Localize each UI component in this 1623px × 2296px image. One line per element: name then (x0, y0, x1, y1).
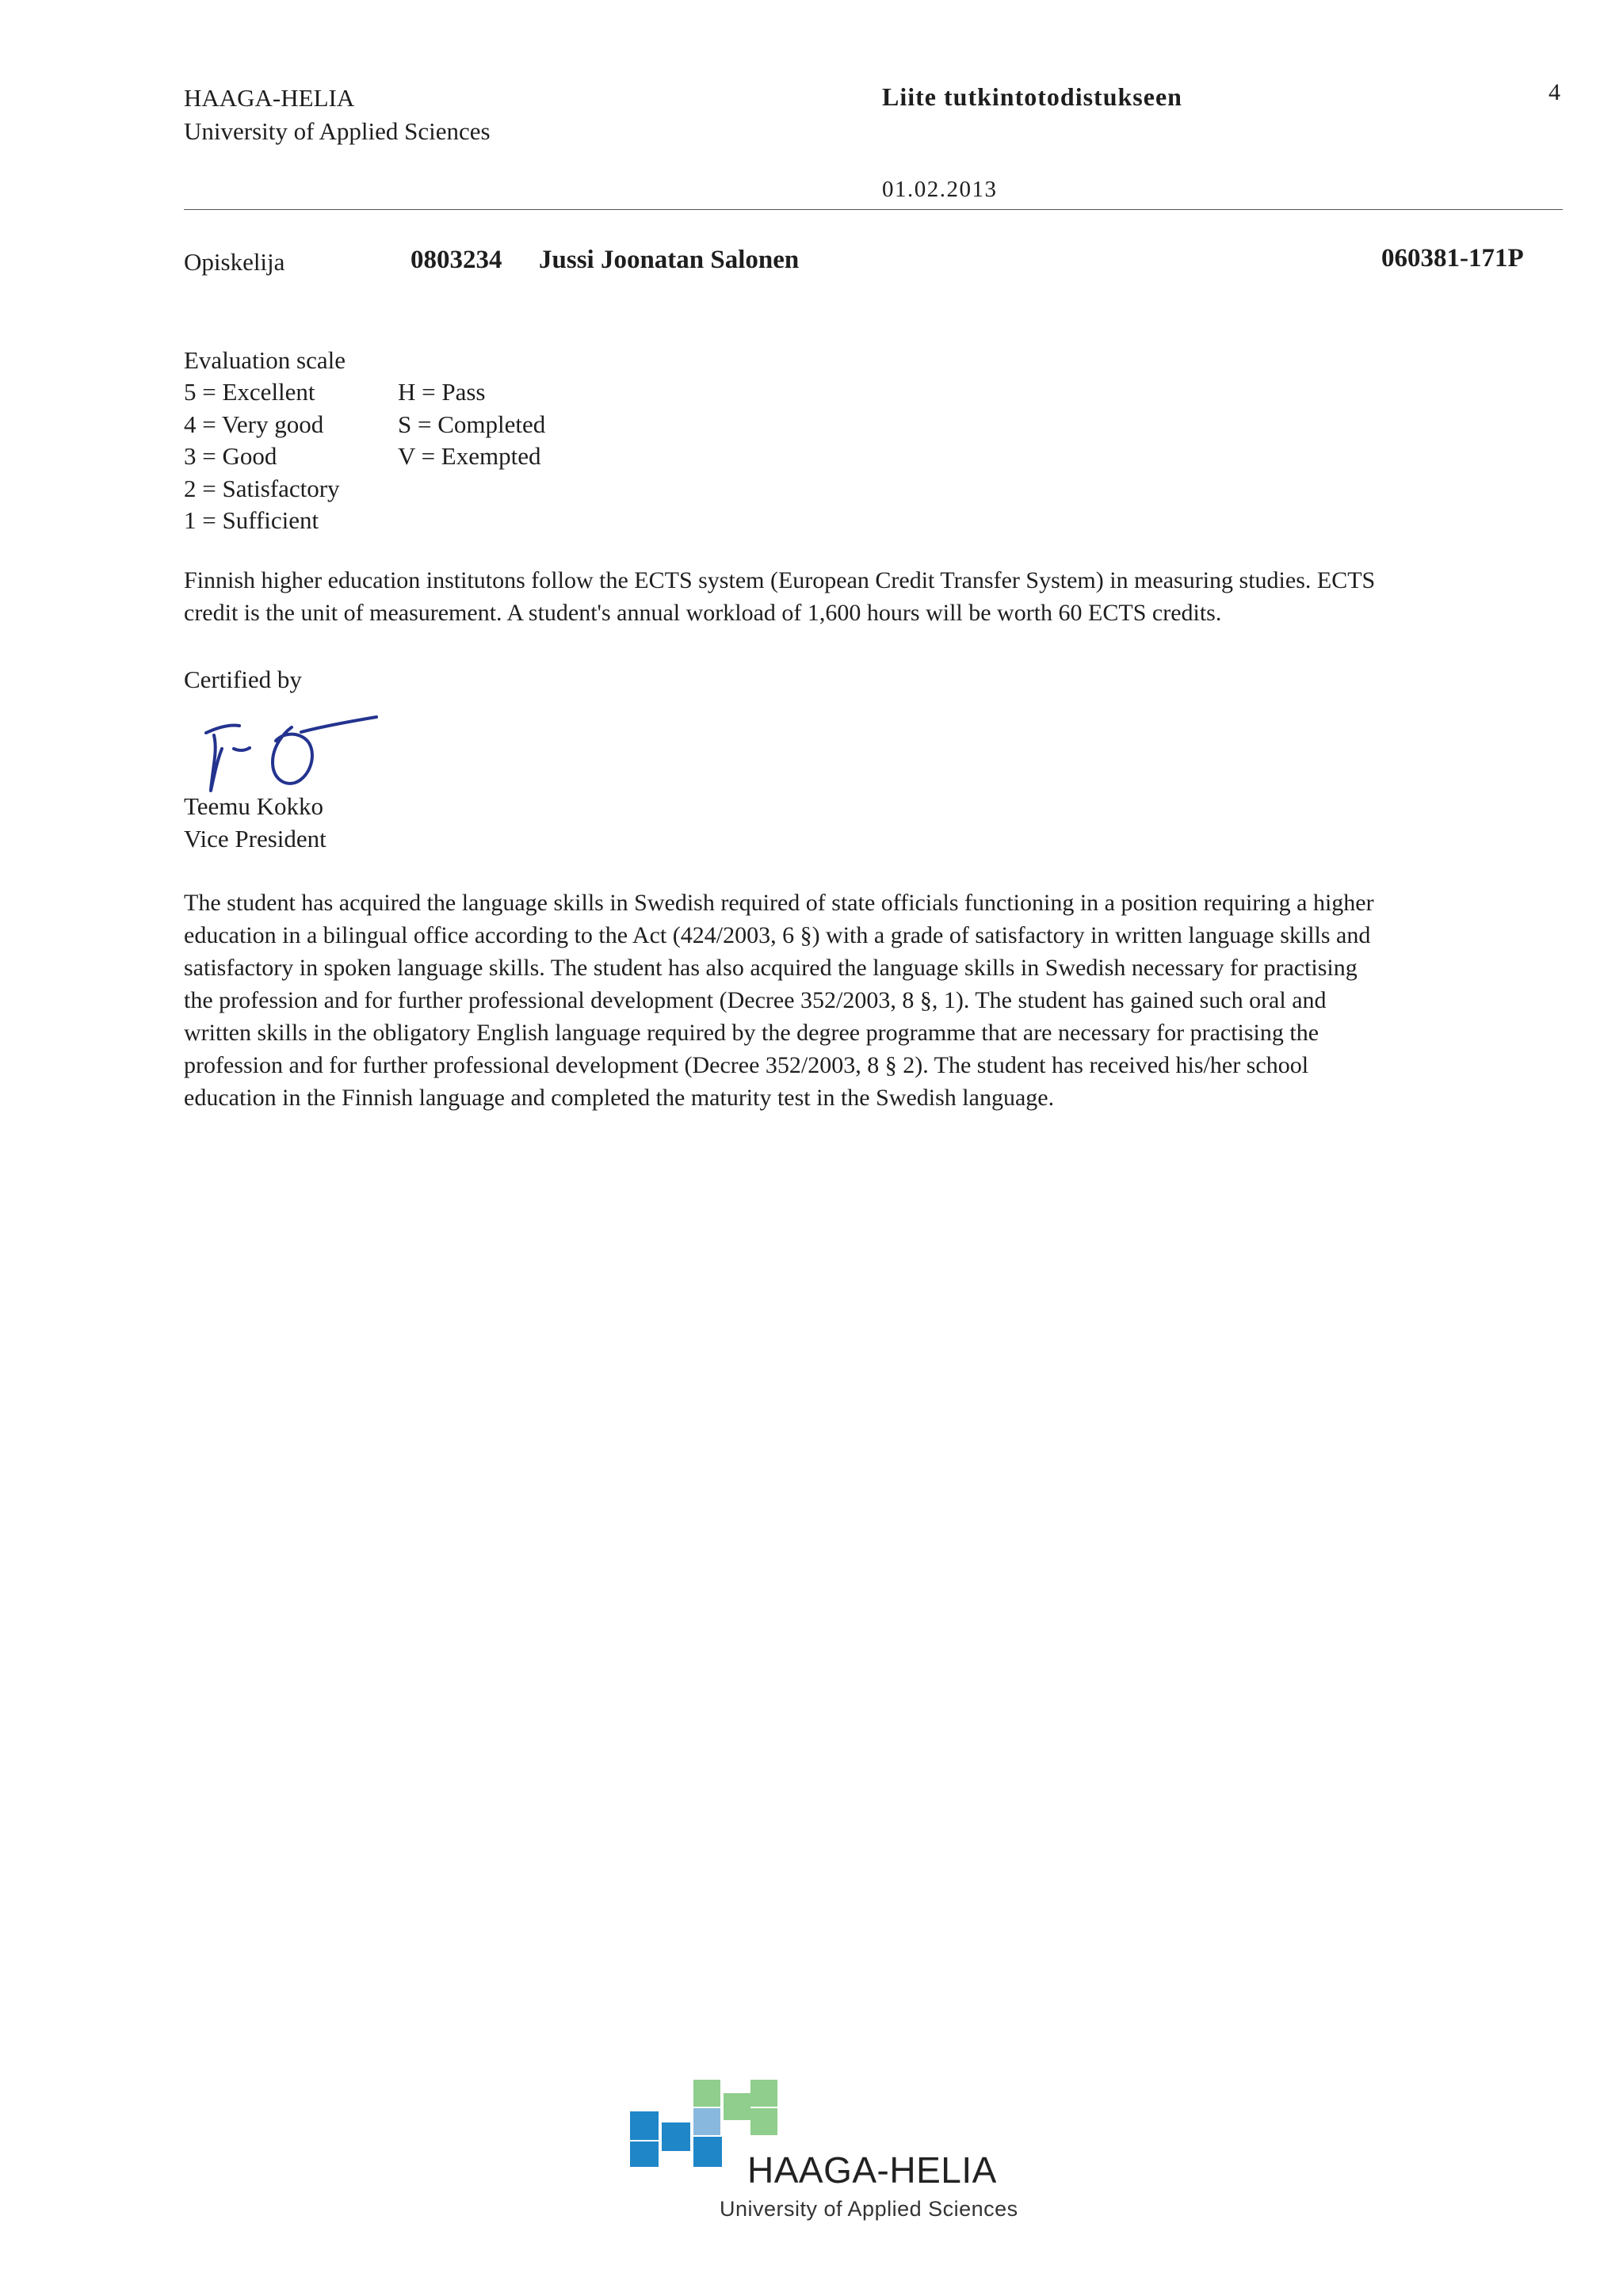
signatory-title: Vice President (184, 824, 327, 852)
student-id-number: 0803234 (411, 246, 502, 274)
document-title: Liite tutkintotodistukseen (882, 82, 1182, 111)
logo-name: HAAGA-HELIA (747, 2149, 997, 2191)
signatory-name: Teemu Kokko (184, 792, 324, 820)
header-divider (184, 209, 1563, 210)
institution-subtitle: University of Applied Sciences (184, 117, 491, 145)
scale-item: V = Exempted (398, 442, 541, 470)
scale-item: S = Completed (398, 410, 546, 438)
certified-by-label: Certified by (184, 666, 302, 693)
language-skills-paragraph (184, 887, 1374, 1114)
signature-image (190, 713, 388, 796)
paragraph-line: education in the Finnish language and completed the maturity test in the Swedish language. (184, 1085, 1055, 1111)
page-number: 4 (1549, 79, 1560, 105)
paragraph-line: profession and for further professional development (Decree 352/2003, 8 § 2). The student has received his/her school (184, 1052, 1309, 1078)
scale-item: 2 = Satisfactory (184, 474, 340, 502)
paragraph-line: Finnish higher education institutons follow the ECTS system (European Credit Transfer System) in measuring studies. ECTS (184, 567, 1376, 593)
logo-tagline: University of Applied Sciences (720, 2197, 1018, 2221)
scale-item: 4 = Very good (184, 410, 324, 438)
student-personal-id: 060381-171P (1381, 244, 1524, 273)
paragraph-line: education in a bilingual office according to the Act (424/2003, 6 §) with a grade of satisfactory in written language skills and (184, 922, 1371, 948)
evaluation-scale-heading: Evaluation scale (184, 346, 346, 374)
paragraph-line: written skills in the obligatory English language required by the degree programme that are necessary for practising the (184, 1020, 1319, 1046)
institution-name: HAAGA-HELIA (184, 84, 355, 112)
student-label: Opiskelija (184, 248, 285, 276)
document-date: 01.02.2013 (882, 177, 998, 202)
ects-paragraph (184, 564, 1375, 629)
paragraph-line: The student has acquired the language skills in Swedish required of state officials functioning in a position requiring a higher (184, 890, 1374, 916)
scale-item: 5 = Excellent (184, 378, 315, 406)
scale-item: 1 = Sufficient (184, 506, 319, 534)
student-name: Jussi Joonatan Salonen (539, 246, 800, 274)
scale-item: H = Pass (398, 378, 486, 406)
paragraph-line: the profession and for further professional development (Decree 352/2003, 8 §, 1). The student has gained such oral and (184, 987, 1327, 1013)
paragraph-line: credit is the unit of measurement. A student's annual workload of 1,600 hours will be worth 60 ECTS credits. (184, 600, 1222, 626)
scale-item: 3 = Good (184, 442, 277, 470)
evaluation-scale-numeric (184, 376, 340, 537)
paragraph-line: satisfactory in spoken language skills. The student has also acquired the language skills in Swedish necessary for practising (184, 955, 1358, 981)
signatory-block (184, 791, 327, 855)
evaluation-scale-letter (398, 376, 545, 473)
